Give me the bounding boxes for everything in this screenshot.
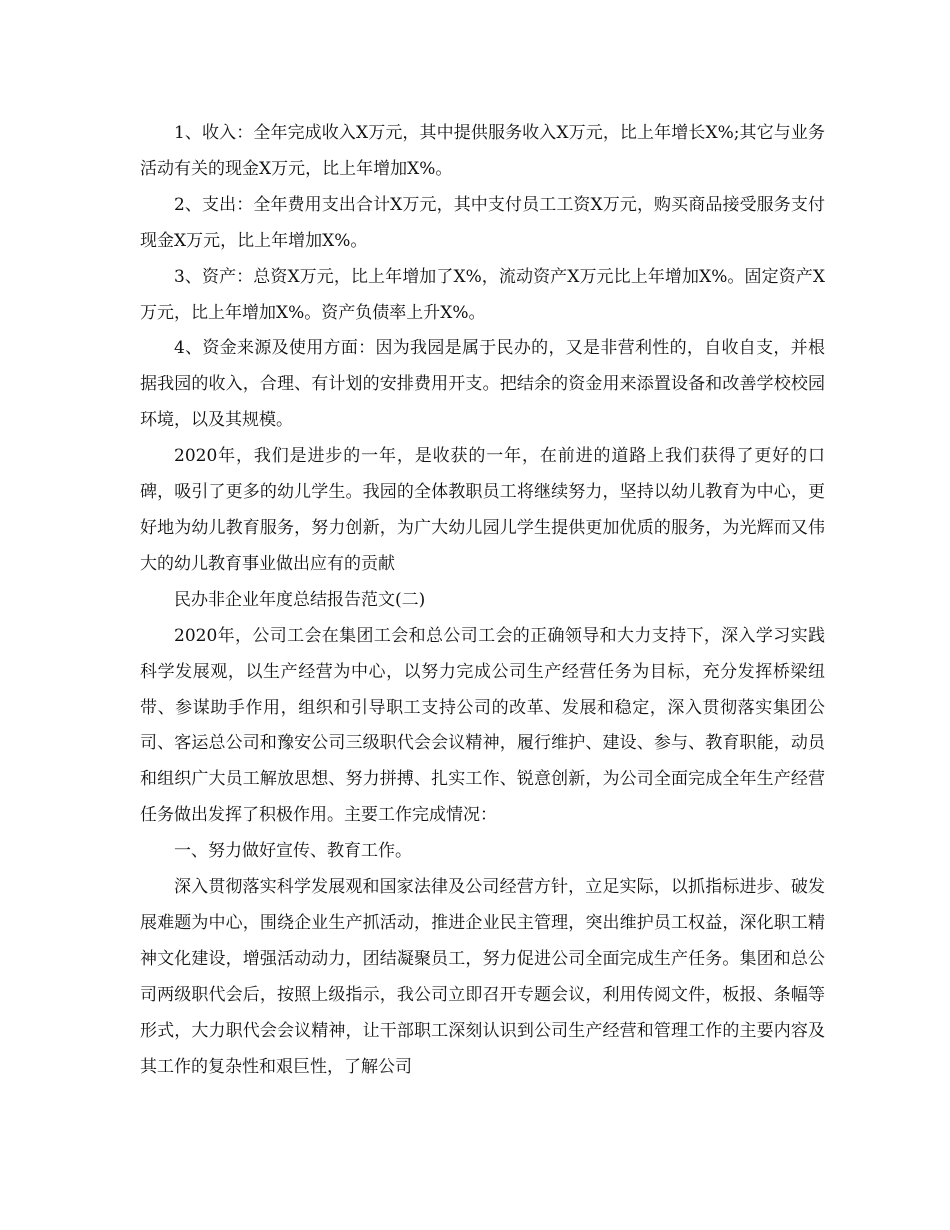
section-heading-publicity: 一、努力做好宣传、教育工作。 bbox=[174, 841, 412, 862]
paragraph-summary-2020: 2020年，我们是进步的一年，是收获的一年，在前进的道路上我们获得了更好的口碑，吸引了更多的幼儿学生。我园的全体教职员工将继续努力，坚持以幼儿教育为中心，更好地为幼儿教育服务，努力创新，为广大幼儿园儿学生提供更加优质的服务，为光辉而又伟大的幼儿教育事业做出应有的贡献 bbox=[140, 446, 825, 574]
section-title: 民办非企业年度总结报告范文(二) bbox=[174, 589, 426, 610]
paragraph-income: 1、收入：全年完成收入X万元，其中提供服务收入X万元，比上年增长X%;其它与业务活动有关的现金X万元，比上年增加X%。 bbox=[140, 123, 825, 179]
paragraph-expenditure: 2、支出：全年费用支出合计X万元，其中支付员工工资X万元，购买商品接受服务支付现金X万元，比上年增加X%。 bbox=[140, 194, 825, 251]
paragraph-assets: 3、资产：总资X万元，比上年增加了X%，流动资产X万元比上年增加X%。固定资产X万元，比上年增加X%。资产负债率上升X%。 bbox=[140, 266, 825, 323]
document-body bbox=[140, 116, 825, 1085]
paragraph-union-overview: 2020年，公司工会在集团工会和总公司工会的正确领导和大力支持下，深入学习实践科学发展观，以生产经营为中心，以努力完成公司生产经营任务为目标，充分发挥桥梁纽带、参谋助手作用，组织和引导职工支持公司的改革、发展和稳定，深入贯彻落实集团公司、客运总公司和豫安公司三级职代会会议精神，履行维护、建设、参与、教育职能，动员和组织广大员工解放思想、努力拼搏、扎实工作、锐意创新，为公司全面完成全年生产经营任务做出发挥了积极作用。主要工作完成情况： bbox=[140, 625, 825, 826]
paragraph-funding: 4、资金来源及使用方面：因为我园是属于民办的，又是非营利性的，自收自支，并根据我园的收入，合理、有计划的安排费用开支。把结余的资金用来添置设备和改善学校校园环境，以及其规模。 bbox=[140, 338, 825, 431]
paragraph-publicity-detail: 深入贯彻落实科学发展观和国家法律及公司经营方针，立足实际，以抓指标进步、破发展难题为中心，围绕企业生产抓活动，推进企业民主管理，突出维护员工权益，深化职工精神文化建设，增强活动动力，团结凝聚员工，努力促进公司全面完成生产任务。集团和总公司两级职代会后，按照上级指示，我公司立即召开专题会议，利用传阅文件，板报、条幅等形式，大力职代会会议精神，让干部职工深刻认识到公司生产经营和管理工作的主要内容及其工作的复杂性和艰巨性，了解公司 bbox=[140, 877, 825, 1077]
